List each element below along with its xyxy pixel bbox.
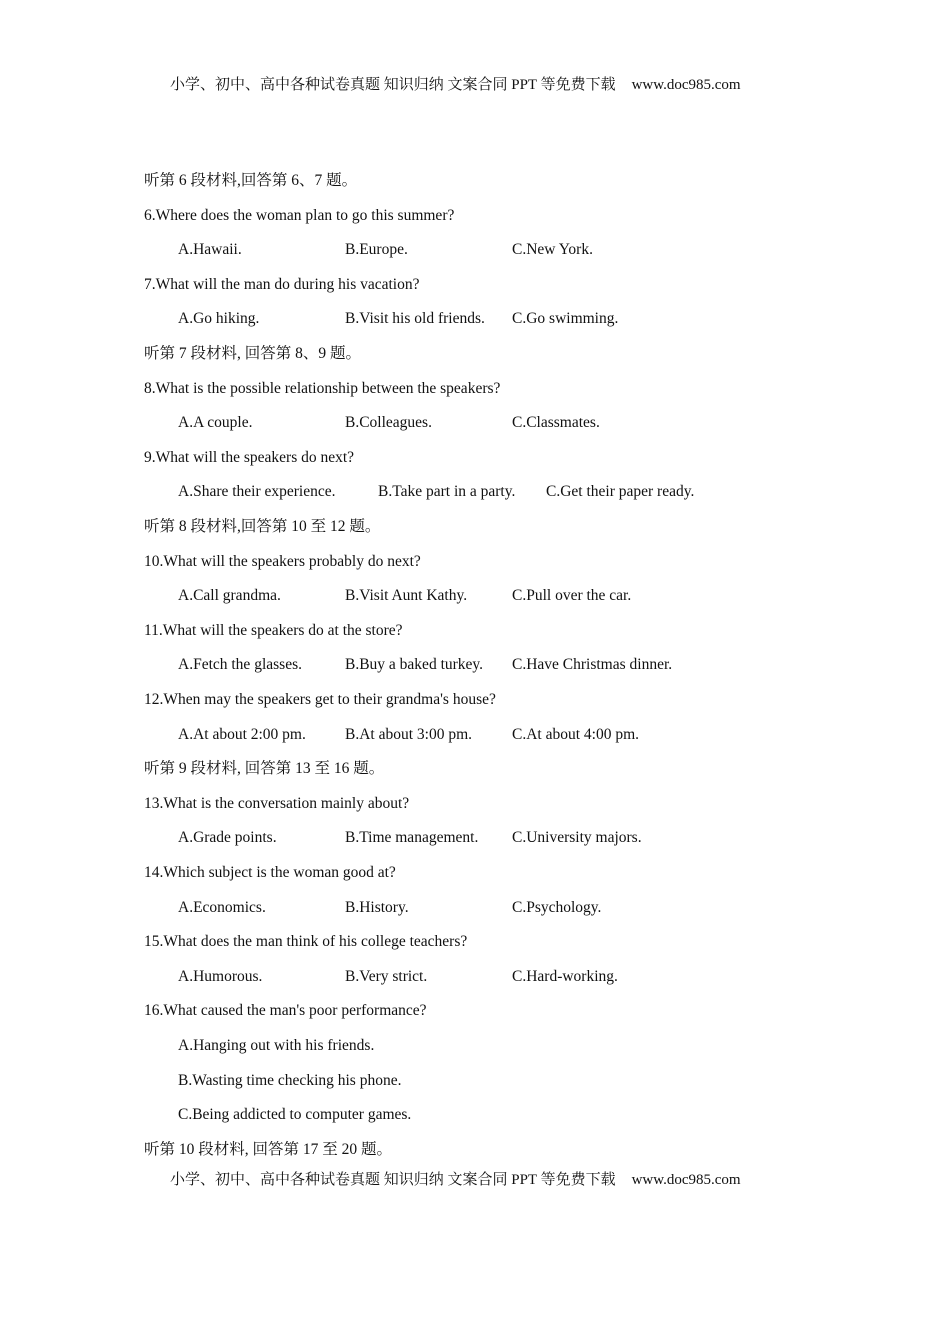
- question-text: 13.What is the conversation mainly about?: [144, 794, 410, 812]
- section-heading: 听第 6 段材料,回答第 6、7 题。: [144, 172, 358, 189]
- section-heading: 听第 7 段材料, 回答第 8、9 题。: [144, 345, 362, 362]
- question-text: 15.What does the man think of his college teachers?: [144, 933, 468, 951]
- section-heading: 听第 8 段材料,回答第 10 至 12 题。: [144, 518, 381, 535]
- answer-option: B.Wasting time checking his phone.: [178, 1071, 402, 1089]
- question-text: 16.What caused the man's poor performance?: [144, 1002, 427, 1020]
- answer-option: C.University majors.: [512, 829, 642, 847]
- question-text: 12.When may the speakers get to their grandma's house?: [144, 691, 496, 708]
- answer-option: A.Economics.: [178, 898, 266, 916]
- answer-option: B.Colleagues.: [345, 414, 432, 432]
- question-text: 7.What will the man do during his vacation?: [144, 275, 420, 293]
- header-url: www.doc985.com: [631, 77, 741, 93]
- question-text: 11.What will the speakers do at the store?: [144, 621, 403, 639]
- section-heading: 听第 9 段材料, 回答第 13 至 16 题。: [144, 760, 385, 778]
- answer-option: C.Go swimming.: [512, 310, 619, 328]
- answer-option: A.Humorous.: [178, 967, 263, 985]
- answer-option: C.Psychology.: [512, 898, 602, 916]
- answer-option: A.Hawaii.: [178, 241, 242, 259]
- answer-option: C.Hard-working.: [512, 967, 618, 985]
- answer-option: B.Take part in a party.: [378, 483, 516, 501]
- answer-option: B.Very strict.: [345, 967, 428, 985]
- page-footer: [170, 1168, 741, 1189]
- answer-option: A.A couple.: [178, 414, 253, 432]
- answer-option: B.Europe.: [345, 241, 408, 259]
- answer-option: A.At about 2:00 pm.: [178, 725, 306, 743]
- answer-option: C.Get their paper ready.: [546, 483, 695, 501]
- question-text: 9.What will the speakers do next?: [144, 448, 355, 466]
- answer-option: A.Fetch the glasses.: [178, 656, 302, 674]
- answer-option: C.Being addicted to computer games.: [178, 1106, 412, 1124]
- question-text: 8.What is the possible relationship between the speakers?: [144, 379, 501, 397]
- answer-option: B.Time management.: [345, 829, 479, 847]
- footer-text: 小学、初中、高中各种试卷真题 知识归纳 文案合同 PPT 等免费下载: [170, 1172, 616, 1188]
- answer-option: B.Visit Aunt Kathy.: [345, 587, 468, 605]
- answer-option: B.Visit his old friends.: [345, 310, 485, 328]
- answer-option: B.History.: [345, 898, 409, 916]
- answer-option: A.Go hiking.: [178, 310, 260, 328]
- question-text: 10.What will the speakers probably do next?: [144, 552, 421, 570]
- answer-option: C.Classmates.: [512, 414, 600, 432]
- answer-option: A.Call grandma.: [178, 587, 281, 605]
- section-heading: 听第 10 段材料, 回答第 17 至 20 题。: [144, 1140, 393, 1158]
- question-text: 14.Which subject is the woman good at?: [144, 864, 396, 881]
- answer-option: C.Pull over the car.: [512, 587, 632, 605]
- answer-option: B.Buy a baked turkey.: [345, 656, 484, 674]
- answer-option: C.At about 4:00 pm.: [512, 725, 640, 743]
- answer-option: A.Grade points.: [178, 829, 277, 847]
- page-header: [170, 73, 741, 94]
- answer-option: A.Hanging out with his friends.: [178, 1037, 375, 1054]
- answer-option: C.New York.: [512, 241, 593, 259]
- footer-url: www.doc985.com: [631, 1172, 741, 1188]
- answer-option: A.Share their experience.: [178, 483, 336, 501]
- answer-option: C.Have Christmas dinner.: [512, 656, 673, 674]
- question-text: 6.Where does the woman plan to go this summer?: [144, 206, 455, 224]
- answer-option: B.At about 3:00 pm.: [345, 725, 473, 743]
- header-text: 小学、初中、高中各种试卷真题 知识归纳 文案合同 PPT 等免费下载: [170, 77, 616, 93]
